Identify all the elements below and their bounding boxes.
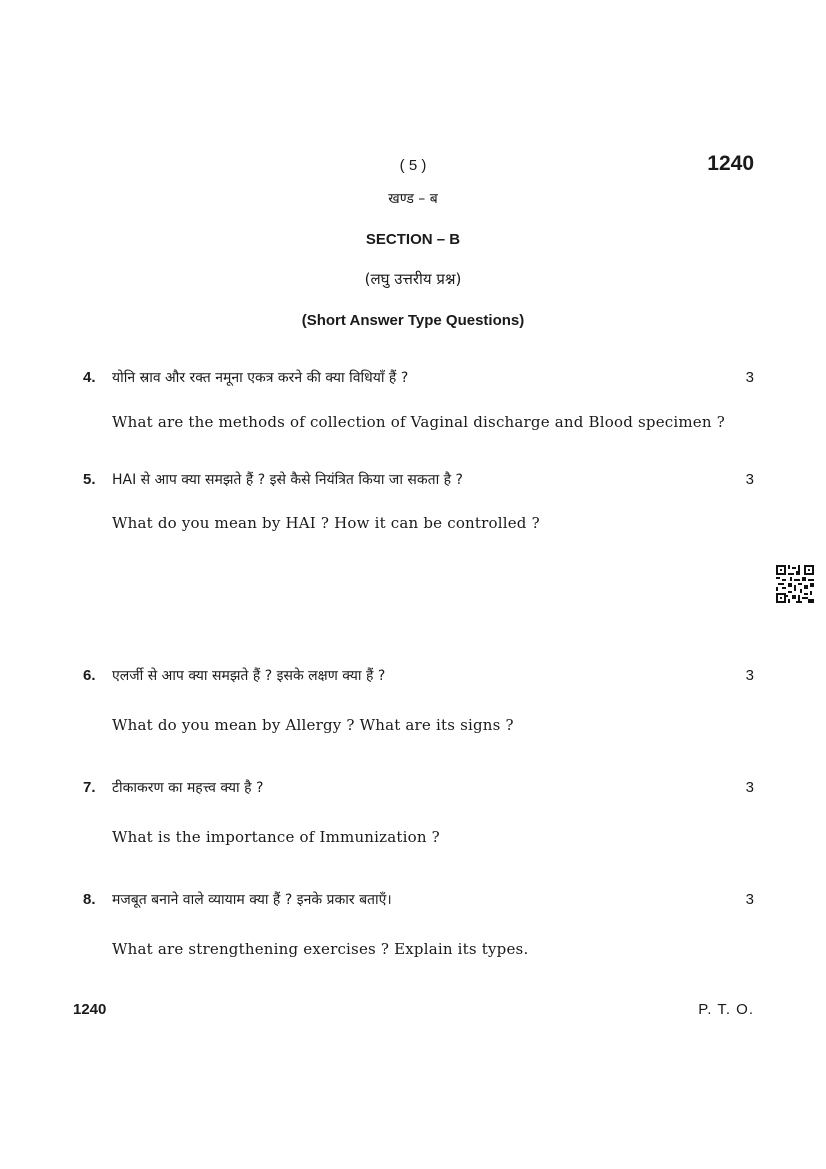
question-text-english: What are the methods of collection of Vaginal discharge and Blood specimen ? — [112, 413, 725, 431]
question-text-hindi: टीकाकरण का महत्त्व क्या है ? — [112, 780, 264, 796]
section-hindi-title: खण्ड – ब — [388, 191, 438, 207]
paper-code-footer: 1240 — [73, 1001, 107, 1018]
question-number: 4. — [83, 369, 96, 386]
question-type-english: (Short Answer Type Questions) — [301, 312, 525, 329]
section-english-title: SECTION – B — [365, 231, 461, 248]
please-turn-over: P. T. O. — [698, 1001, 754, 1018]
question-number: 7. — [83, 779, 96, 796]
question-marks: 3 — [745, 891, 754, 908]
question-number: 8. — [83, 891, 96, 908]
question-marks: 3 — [745, 471, 754, 488]
question-text-english: What do you mean by Allergy ? What are its signs ? — [112, 716, 514, 734]
question-text-english: What is the importance of Immunization ? — [112, 828, 440, 846]
question-marks: 3 — [745, 369, 754, 386]
question-marks: 3 — [745, 779, 754, 796]
question-text-hindi: एलर्जी से आप क्या समझते हैं ? इसके लक्षण क्या हैं ? — [112, 668, 386, 684]
question-number: 5. — [83, 471, 96, 488]
question-type-hindi: (लघु उत्तरीय प्रश्न) — [364, 270, 462, 288]
question-text-hindi: HAI से आप क्या समझते हैं ? इसे कैसे नियंत्रित किया जा सकता है ? — [112, 472, 463, 488]
question-marks: 3 — [745, 667, 754, 684]
paper-code-header: 1240 — [707, 152, 754, 175]
question-text-hindi: योनि स्राव और रक्त नमूना एकत्र करने की क्या विधियाँ हैं ? — [112, 370, 409, 386]
question-text-english: What are strengthening exercises ? Explain its types. — [112, 940, 529, 958]
question-text-english: What do you mean by HAI ? How it can be controlled ? — [112, 514, 540, 532]
page-number: ( 5 ) — [399, 157, 427, 174]
qr-code-icon — [776, 565, 814, 603]
question-text-hindi: मजबूत बनाने वाले व्यायाम क्या हैं ? इनके प्रकार बताएँ। — [112, 892, 392, 908]
question-number: 6. — [83, 667, 96, 684]
